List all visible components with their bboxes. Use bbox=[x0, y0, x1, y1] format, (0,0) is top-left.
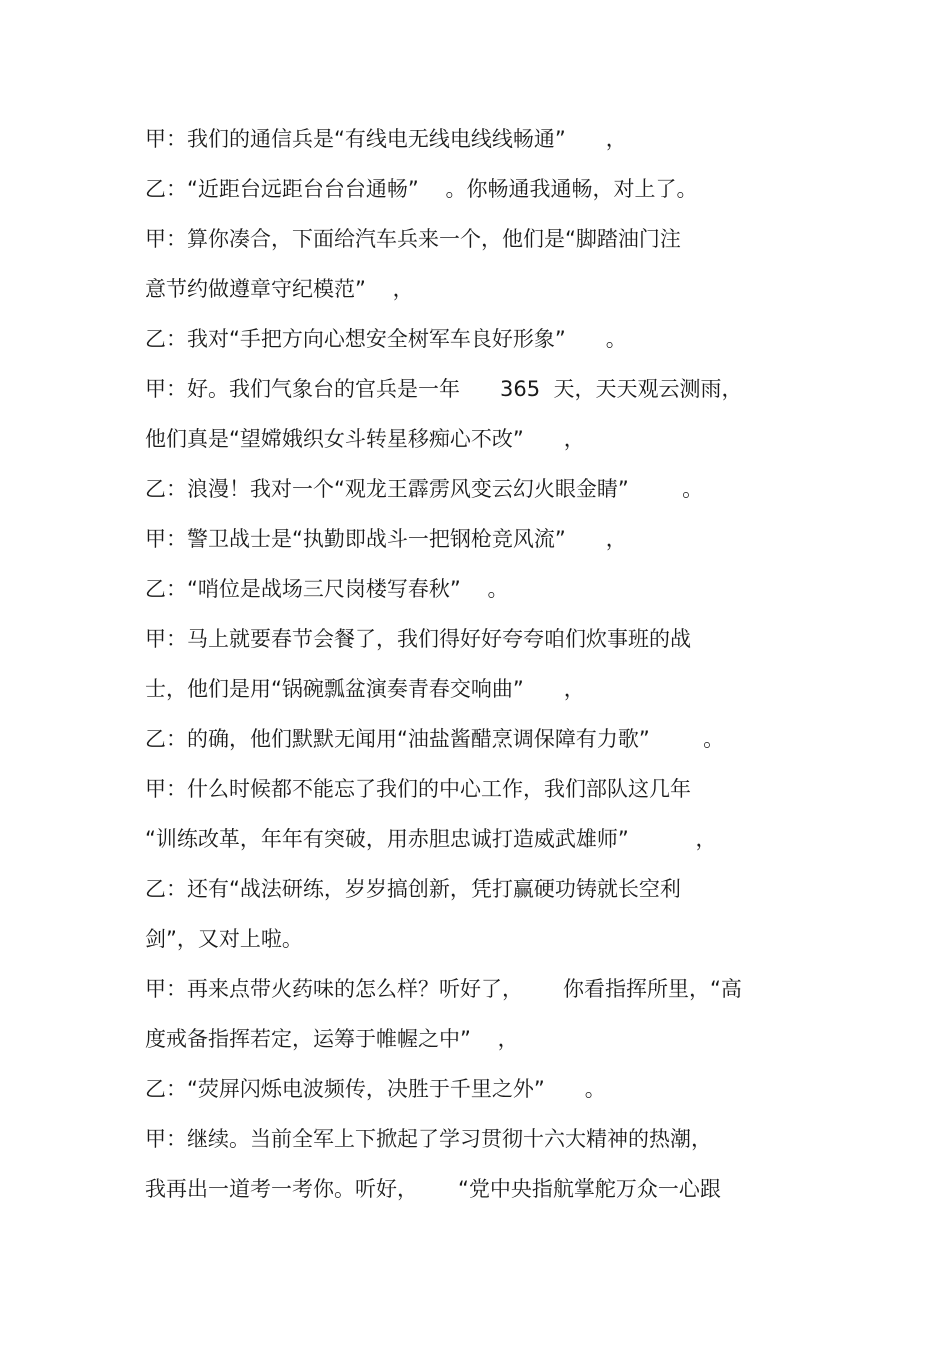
text-line: 意节约做遵章守纪模范” ， bbox=[145, 277, 414, 301]
text-line: 他们真是“望嫦娥织女斗转星移痴心不改” ， bbox=[145, 427, 585, 451]
text-line: 乙：的确，他们默默无闻用“油盐酱醋烹调保障有力歌” 。 bbox=[145, 727, 725, 751]
text-line: 乙：“近距台远距台台台通畅” 。你畅通我通畅，对上了。 bbox=[145, 177, 698, 201]
text-line: 士，他们是用“锅碗瓢盆演奏青春交响曲” ， bbox=[145, 677, 585, 701]
text-line: 乙：“哨位是战场三尺岗楼写春秋” 。 bbox=[145, 577, 509, 601]
dialogue-text bbox=[145, 119, 845, 1219]
text-line: 我再出一道考一考你。听好， “党中央指航掌舵万众一心跟 bbox=[145, 1177, 721, 1201]
text-line: 甲：什么时候都不能忘了我们的中心工作，我们部队这几年 bbox=[145, 777, 691, 801]
text-line: 乙：浪漫！我对一个“观龙王霹雳风变云幻火眼金睛” 。 bbox=[145, 477, 704, 501]
text-line: 乙：我对“手把方向心想安全树军车良好形象” 。 bbox=[145, 327, 627, 351]
text-line: 甲：警卫战士是“执勤即战斗一把钢枪竞风流” ， bbox=[145, 527, 627, 551]
text-line: 乙：“荧屏闪烁电波频传，决胜于千里之外” 。 bbox=[145, 1077, 606, 1101]
text-line: 甲：好。我们气象台的官兵是一年 365 天，天天观云测雨， bbox=[145, 377, 743, 401]
text-line: 甲：算你凑合，下面给汽车兵来一个，他们是“脚踏油门注 bbox=[145, 227, 681, 251]
text-line: 甲：继续。当前全军上下掀起了学习贯彻十六大精神的热潮， bbox=[145, 1127, 712, 1151]
text-line: 乙：还有“战法研练，岁岁搞创新，凭打赢硬功铸就长空利 bbox=[145, 877, 681, 901]
text-line: 度戒备指挥若定，运筹于帷幄之中” ， bbox=[145, 1027, 519, 1051]
text-line: 剑”，又对上啦。 bbox=[145, 927, 303, 951]
text-line: 甲：马上就要春节会餐了，我们得好好夸夸咱们炊事班的战 bbox=[145, 627, 691, 651]
text-line: “训练改革，年年有突破，用赤胆忠诚打造威武雄师” ， bbox=[145, 827, 717, 851]
text-line: 甲：再来点带火药味的怎么样？听好了， 你看指挥所里，“高 bbox=[145, 977, 742, 1001]
text-line: 甲：我们的通信兵是“有线电无线电线线畅通” ， bbox=[145, 127, 627, 151]
